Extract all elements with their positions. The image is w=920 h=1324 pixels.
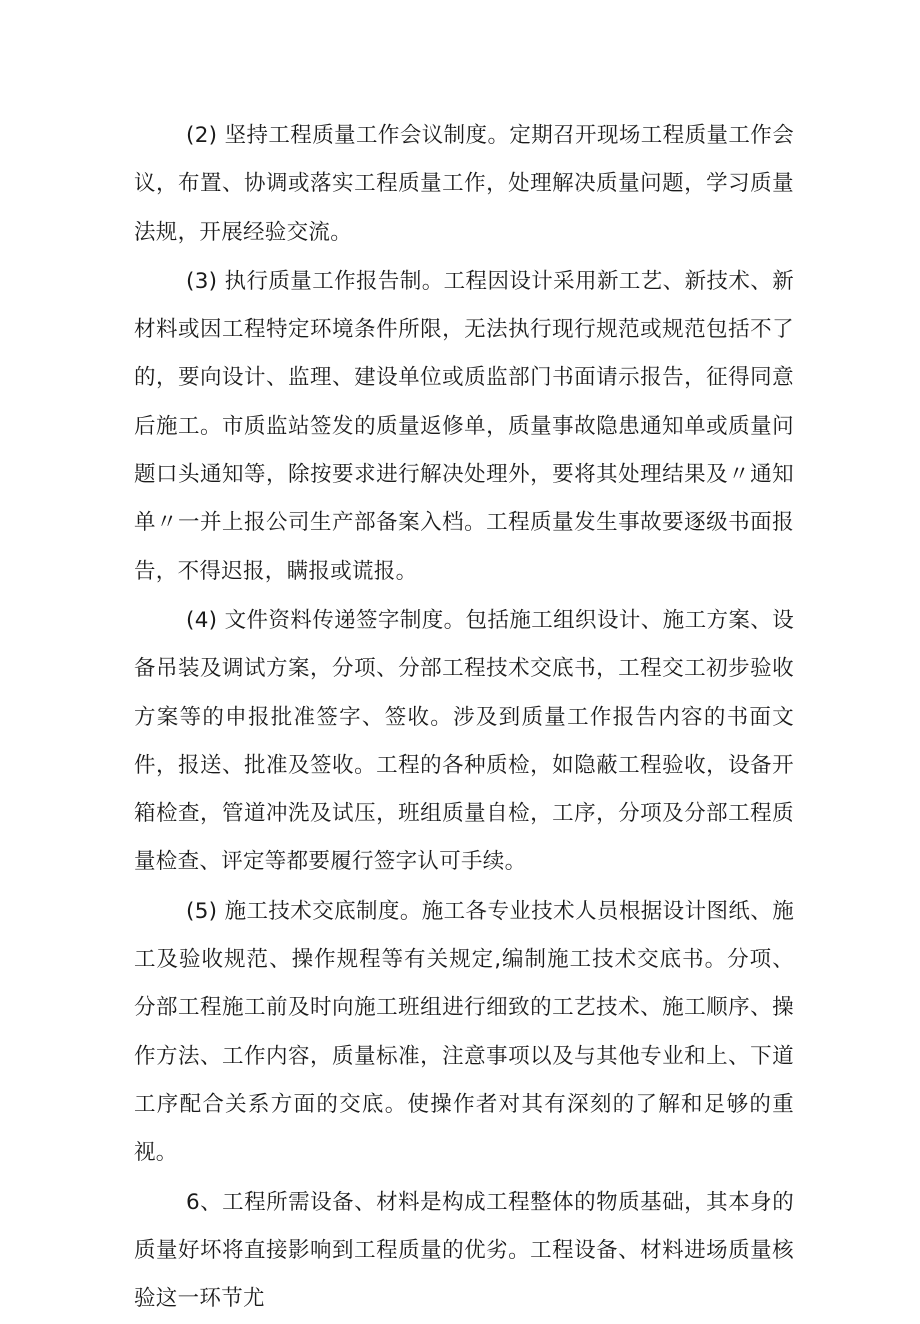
paragraph-meeting-system: (2) 坚持工程质量工作会议制度。定期召开现场工程质量工作会议，布置、协调或落实工程质量工作，处理解决质量问题，学习质量法规，开展经验交流。 <box>134 123 794 245</box>
paragraph-signature-system: (4) 文件资料传递签字制度。包括施工组织设计、施工方案、设备吊装及调试方案，分项、分部工程技术交底书，工程交工初步验收方案等的申报批准签字、签收。涉及到质量工作报告内容的书面文件，报送、批准及签收。工程的各种质检，如隐蔽工程验收，设备开箱检查，管道冲洗及试压，班组质量自检，工序，分项及分部工程质量检查、评定等都要履行签字认可手续。 <box>134 607 794 875</box>
document-body <box>134 112 794 1324</box>
paragraph-technical-briefing: (5) 施工技术交底制度。施工各专业技术人员根据设计图纸、施工及验收规范、操作规程等有关规定,编制施工技术交底书。分项、分部工程施工前及时向施工班组进行细致的工艺技术、施工顺序、操作方法、工作内容，质量标准，注意事项以及与其他专业和上、下道工序配合关系方面的交底。使操作者对其有深刻的了解和足够的重视。 <box>134 898 794 1166</box>
paragraph-report-system: (3) 执行质量工作报告制。工程因设计采用新工艺、新技术、新材料或因工程特定环境条件所限，无法执行现行规范或规范包括不了的，要向设计、监理、建设单位或质监部门书面请示报告，征得同意后施工。市质监站签发的质量返修单，质量事故隐患通知单或质量问题口头通知等，除按要求进行解决处理外，要将其处理结果及〃通知单〃一并上报公司生产部备案入档。工程质量发生事故要逐级书面报告，不得迟报，瞒报或谎报。 <box>134 268 794 584</box>
paragraph-equipment-materials: 6、工程所需设备、材料是构成工程整体的物质基础，其本身的质量好坏将直接影响到工程质量的优劣。工程设备、材料进场质量核验这一环节尤 <box>134 1189 794 1312</box>
